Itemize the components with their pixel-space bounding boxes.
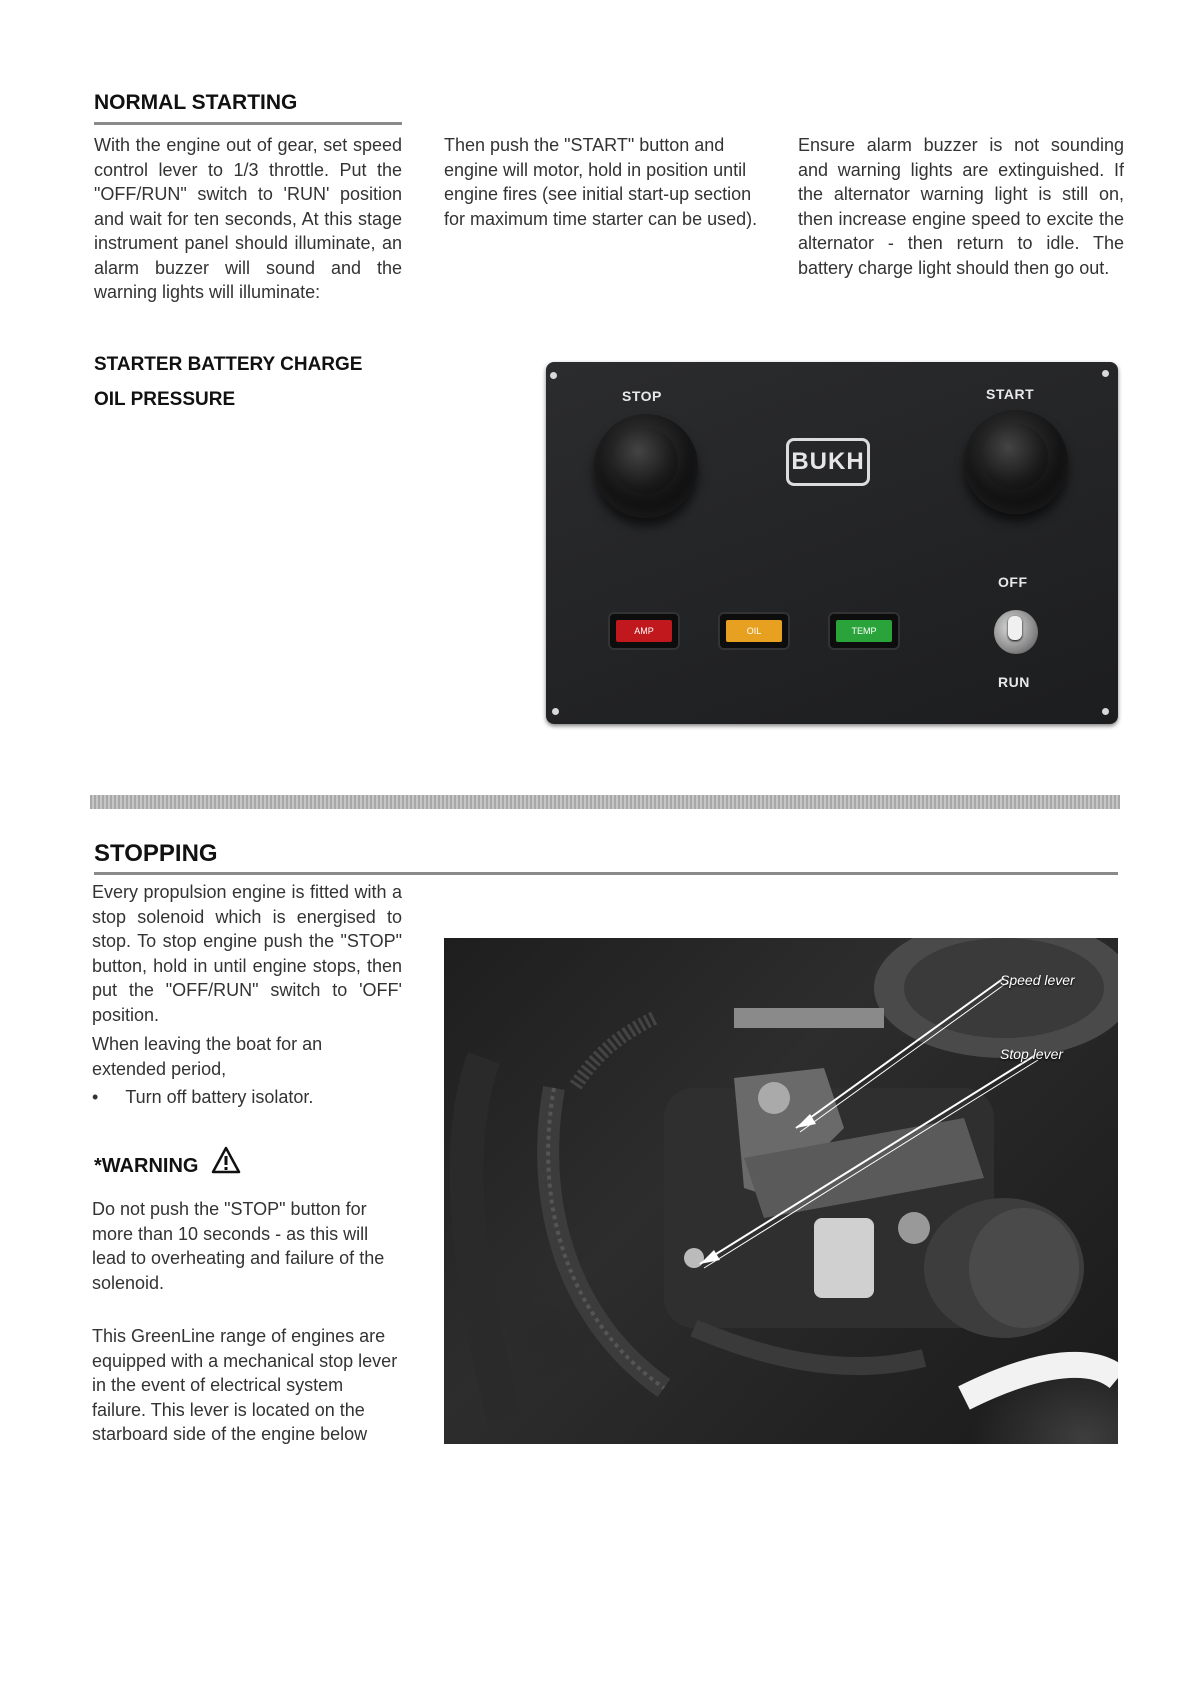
engine-photo-illustration	[444, 938, 1118, 1444]
warning-light-battery: STARTER BATTERY CHARGE	[94, 354, 363, 375]
bukh-logo: BUKH	[786, 438, 870, 486]
lamp-temp-bezel	[830, 614, 898, 648]
off-run-toggle-switch[interactable]	[994, 610, 1038, 654]
stopping-heading: STOPPING	[94, 840, 218, 867]
engine-stop-lever-photo	[444, 938, 1118, 1444]
normal-starting-col2: Then push the "START" button and engine will motor, hold in position until engine fires (see initial start-up section for maximum time starter can be used).	[444, 135, 758, 229]
lamp-oil: OIL	[726, 620, 782, 642]
stopping-rule	[94, 872, 1118, 875]
stop-button[interactable]	[594, 414, 698, 518]
section-divider	[90, 795, 1120, 809]
stopping-para2: When leaving the boat for an extended period,	[92, 1034, 323, 1079]
panel-screw	[1102, 708, 1109, 715]
bullet-icon: •	[92, 1087, 99, 1107]
warning-light-oil: OIL PRESSURE	[94, 389, 236, 410]
panel-off-label: OFF	[998, 574, 1028, 590]
start-button[interactable]	[964, 410, 1068, 514]
stopping-bullet-text: Turn off battery isolator.	[125, 1087, 314, 1107]
lamp-amp-bezel	[610, 614, 678, 648]
panel-screw	[552, 708, 559, 715]
lamp-amp: AMP	[616, 620, 672, 642]
panel-start-label: START	[986, 386, 1035, 402]
lamp-temp: TEMP	[836, 620, 892, 642]
normal-starting-heading: NORMAL STARTING	[94, 91, 298, 114]
lamp-oil-bezel	[720, 614, 788, 648]
stop-button-cap	[612, 428, 678, 494]
panel-stop-label: STOP	[622, 388, 662, 404]
stopping-para3: This GreenLine range of engines are equipped with a mechanical stop lever in the event of electrical system failure. This lever is located on the starboard side of the engine below	[92, 1326, 398, 1444]
warning-text: Do not push the "STOP" button for more than 10 seconds - as this will lead to overheating and failure of the solenoid.	[92, 1199, 385, 1293]
warning-heading: *WARNING	[94, 1155, 199, 1177]
warning-heading-row	[94, 1146, 241, 1179]
stop-lever-label: Stop lever	[1000, 1046, 1064, 1062]
panel-screw	[550, 372, 557, 379]
stopping-para1: Every propulsion engine is fitted with a stop solenoid which is energised to stop. To stop engine push the "STOP" button, hold in until engine stops, then put the "OFF/RUN" switch to 'OFF' position.	[92, 882, 402, 1025]
instrument-panel-photo	[546, 362, 1118, 724]
start-button-cap	[982, 424, 1048, 490]
speed-lever-label: Speed lever	[1000, 972, 1075, 988]
stopping-bullet-item	[92, 1087, 313, 1108]
panel-run-label: RUN	[998, 674, 1030, 690]
toggle-lever-icon	[1008, 616, 1022, 640]
normal-starting-col3: Ensure alarm buzzer is not sounding and warning lights are extinguished. If the alternator warning light is still on, then increase engine speed to excite the alternator - then return to idle. The battery charge light should then go out.	[798, 135, 1124, 278]
normal-starting-col1: With the engine out of gear, set speed control lever to 1/3 throttle. Put the "OFF/RUN" switch to 'RUN' position and wait for ten seconds, At this stage instrument panel should illuminate, an alarm buzzer will sound and the warning lights will illuminate:	[94, 135, 402, 302]
normal-starting-rule	[94, 122, 402, 125]
panel-screw	[1102, 370, 1109, 377]
warning-triangle-icon	[211, 1146, 241, 1179]
